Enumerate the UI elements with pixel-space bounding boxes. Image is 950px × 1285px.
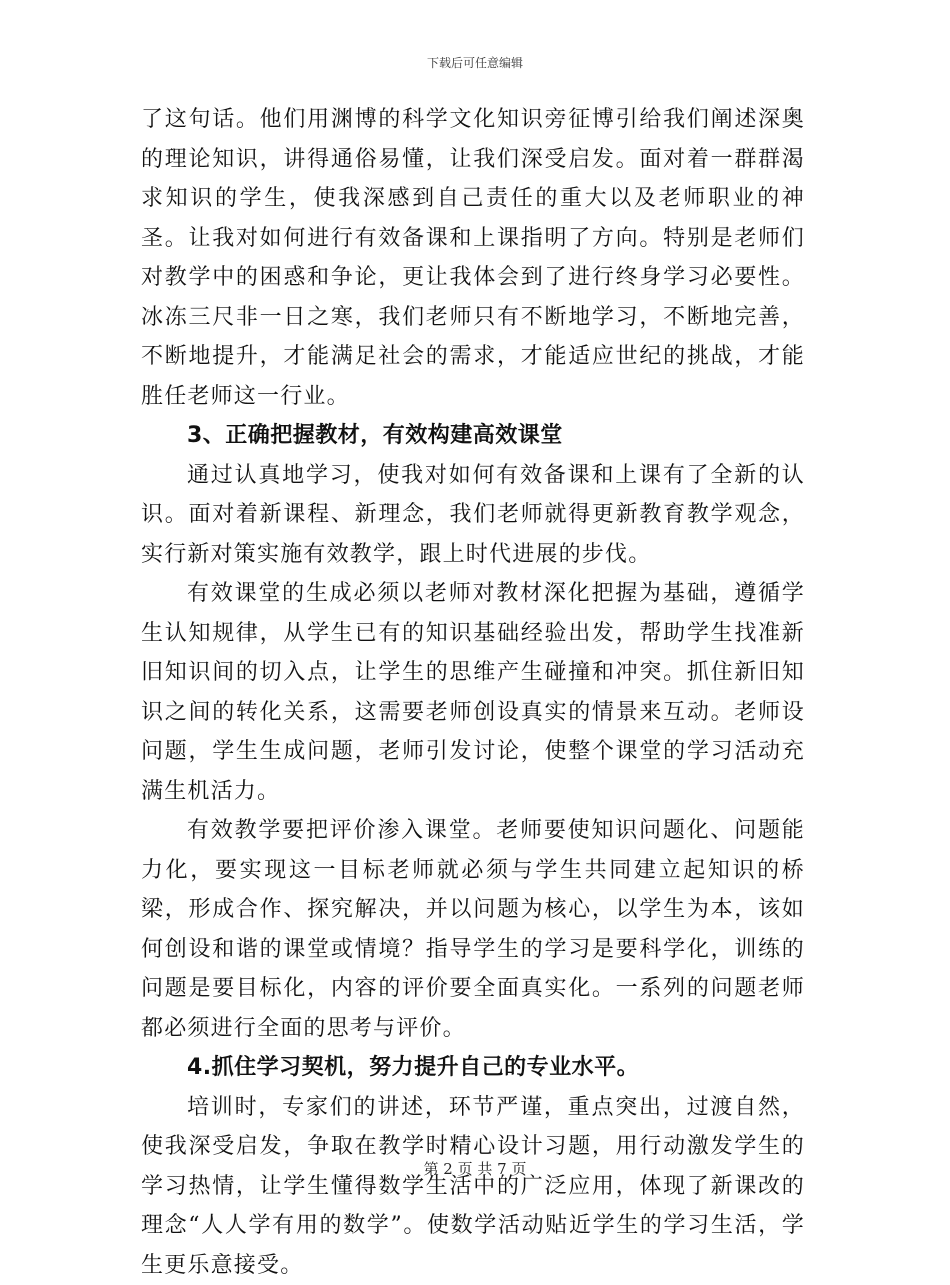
paragraph: 培训时，专家们的讲述，环节严谨，重点突出，过渡自然，使我深受启发，争取在教学时精心设计习题，用行动激发学生的学习热情，让学生懂得数学生活中的广泛应用，体现了新课改的理念“人人学有用的数学”。使数学活动贴近学生的学习生活，学生更乐意接受。 — [141, 1088, 805, 1285]
section-heading-3: 3、正确把握教材，有效构建高效课堂 — [141, 416, 805, 456]
paragraph: 有效教学要把评价渗入课堂。老师要使知识问题化、问题能力化，要实现这一目标老师就必须与学生共同建立起知识的桥梁，形成合作、探究解决，并以问题为核心，以学生为本，该如何创设和谐的课堂或情境？指导学生的学习是要科学化，训练的问题是要目标化，内容的评价要全面真实化。一系列的问题老师都必须进行全面的思考与评价。 — [141, 811, 805, 1048]
document-body — [141, 100, 805, 1285]
page-number: 第 2 页 共 7 页 — [0, 1158, 950, 1179]
paragraph: 通过认真地学习，使我对如何有效备课和上课有了全新的认识。面对着新课程、新理念，我们老师就得更新教育教学观念，实行新对策实施有效教学，跟上时代进展的步伐。 — [141, 456, 805, 575]
paragraph-continuation: 了这句话。他们用渊博的科学文化知识旁征博引给我们阐述深奥的理论知识，讲得通俗易懂，让我们深受启发。面对着一群群渴求知识的学生，使我深感到自己责任的重大以及老师职业的神圣。让我对如何进行有效备课和上课指明了方向。特别是老师们对教学中的困惑和争论，更让我体会到了进行终身学习必要性。冰冻三尺非一日之寒，我们老师只有不断地学习，不断地完善，不断地提升，才能满足社会的需求，才能适应世纪的挑战，才能胜任老师这一行业。 — [141, 100, 805, 416]
section-heading-4: 4.抓住学习契机，努力提升自己的专业水平。 — [141, 1048, 805, 1088]
page-header-note: 下载后可任意编辑 — [0, 54, 950, 71]
paragraph: 有效课堂的生成必须以老师对教材深化把握为基础，遵循学生认知规律，从学生已有的知识基础经验出发，帮助学生找准新旧知识间的切入点，让学生的思维产生碰撞和冲突。抓住新旧知识之间的转化关系，这需要老师创设真实的情景来互动。老师设问题，学生生成问题，老师引发讨论，使整个课堂的学习活动充满生机活力。 — [141, 574, 805, 811]
